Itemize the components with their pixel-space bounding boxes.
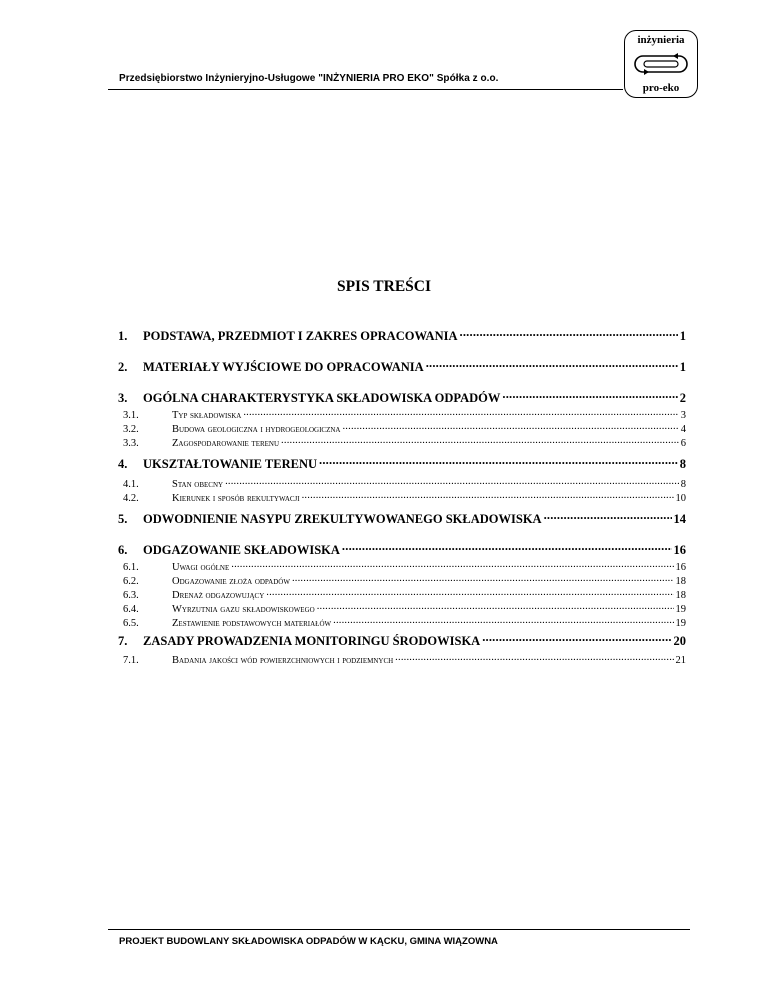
toc-entry-title: Drenaż odgazowujący: [172, 589, 265, 601]
page-title: SPIS TREŚCI: [336, 278, 432, 295]
toc-entry-title: Wyrzutnia gazu składowiskowego: [172, 603, 315, 615]
logo-bottom-text: pro-eko: [642, 82, 680, 94]
toc-entry-number: 6.1.: [123, 561, 139, 573]
toc-entry-number: 5.: [118, 511, 128, 526]
toc-dot-leader: [426, 358, 678, 371]
toc-page-number: 19: [675, 617, 686, 629]
toc-dot-leader: [302, 490, 674, 501]
toc-subsection-entry[interactable]: [118, 652, 686, 666]
toc-subsection-entry[interactable]: [118, 421, 686, 435]
toc-subsection-entry[interactable]: [118, 407, 686, 421]
header-divider: [108, 89, 623, 90]
toc-dot-leader: [333, 615, 673, 626]
toc-subsection-entry[interactable]: [118, 587, 686, 601]
toc-dot-leader: [225, 476, 679, 487]
toc-entry-title: Odgazowanie złoża odpadów: [172, 575, 290, 587]
toc-entry-title: Zestawienie podstawowych materiałów: [172, 617, 332, 629]
toc-entry-number: 4.1.: [123, 478, 139, 490]
toc-entry-title: MATERIAŁY WYJŚCIOWE DO OPRACOWANIA: [143, 359, 424, 374]
toc-page-number: 8: [680, 478, 686, 490]
toc-page-number: 8: [679, 456, 686, 471]
toc-page-number: 21: [675, 654, 686, 666]
toc-entry-title: Kierunek i sposób rekultywacji: [172, 492, 300, 504]
toc-page-number: 19: [675, 603, 686, 615]
toc-section-entry[interactable]: [118, 632, 686, 649]
toc-page-number: 20: [673, 633, 686, 648]
toc-dot-leader: [319, 455, 678, 468]
toc-entry-title: Typ składowiska: [172, 409, 242, 421]
toc-entry-number: 6.3.: [123, 589, 139, 601]
toc-page-number: 16: [675, 561, 686, 573]
toc-page-number: 3: [680, 409, 686, 421]
toc-entry-title: Stan obecny: [172, 478, 224, 490]
toc-entry-number: 7.: [118, 633, 128, 648]
toc-subsection-entry[interactable]: [118, 476, 686, 490]
toc-dot-leader: [395, 652, 673, 663]
toc-section-entry[interactable]: [118, 327, 686, 344]
logo-top-text: inżynieria: [637, 34, 685, 46]
toc-page-number: 2: [679, 390, 686, 405]
toc-page-number: 14: [673, 511, 686, 526]
toc-page-number: 18: [675, 589, 686, 601]
company-logo: [624, 30, 698, 98]
toc-entry-number: 4.: [118, 456, 128, 471]
toc-section-entry[interactable]: [118, 541, 686, 558]
toc-subsection-entry[interactable]: [118, 615, 686, 629]
toc-subsection-entry[interactable]: [118, 601, 686, 615]
toc-entry-title: Badania jakości wód powierzchniowych i podziemnych: [172, 654, 394, 666]
toc-entry-number: 6.2.: [123, 575, 139, 587]
toc-entry-title: Zagospodarowanie terenu: [172, 437, 280, 449]
toc-dot-leader: [231, 559, 673, 570]
toc-entry-title: Budowa geologiczna i hydrogeologiczna: [172, 423, 341, 435]
toc-subsection-entry[interactable]: [118, 490, 686, 504]
toc-entry-title: PODSTAWA, PRZEDMIOT I ZAKRES OPRACOWANIA: [143, 328, 458, 343]
footer-project-title: PROJEKT BUDOWLANY SKŁADOWISKA ODPADÓW W KĄCKU, GMINA WIĄZOWNA: [119, 936, 498, 947]
toc-entry-title: UKSZTAŁTOWANIE TERENU: [143, 456, 318, 471]
toc-dot-leader: [292, 573, 674, 584]
toc-page-number: 1: [679, 359, 686, 374]
toc-entry-number: 3.2.: [123, 423, 139, 435]
toc-page-number: 18: [675, 575, 686, 587]
toc-entry-number: 3.: [118, 390, 128, 405]
company-name: Przedsiębiorstwo Inżynieryjno-Usługowe "INŻYNIERIA PRO EKO" Spółka z o.o.: [119, 73, 499, 84]
toc-subsection-entry[interactable]: [118, 573, 686, 587]
toc-entry-number: 7.1.: [123, 654, 139, 666]
toc-dot-leader: [342, 421, 678, 432]
toc-entry-title: Uwagi ogólne: [172, 561, 230, 573]
toc-entry-title: ZASADY PROWADZENIA MONITORINGU ŚRODOWISKA: [143, 633, 481, 648]
toc-page-number: 4: [680, 423, 686, 435]
toc-dot-leader: [460, 327, 678, 340]
toc-dot-leader: [266, 587, 673, 598]
toc-page-number: 16: [673, 542, 686, 557]
toc-dot-leader: [502, 389, 677, 402]
toc-dot-leader: [482, 632, 671, 645]
toc-entry-number: 4.2.: [123, 492, 139, 504]
toc-entry-number: 6.: [118, 542, 128, 557]
toc-page-number: 6: [680, 437, 686, 449]
toc-entry-number: 6.5.: [123, 617, 139, 629]
toc-dot-leader: [243, 407, 678, 418]
toc-dot-leader: [317, 601, 674, 612]
toc-entry-number: 6.4.: [123, 603, 139, 615]
toc-entry-title: ODWODNIENIE NASYPU ZREKULTYWOWANEGO SKŁADOWISKA: [143, 511, 542, 526]
toc-entry-title: ODGAZOWANIE SKŁADOWISKA: [143, 542, 340, 557]
logo-arrows-icon: [633, 51, 689, 77]
toc-dot-leader: [342, 541, 672, 554]
toc-entry-number: 2.: [118, 359, 128, 374]
toc-page-number: 1: [679, 328, 686, 343]
toc-dot-leader: [544, 510, 672, 523]
toc-section-entry[interactable]: [118, 455, 686, 472]
footer-divider: [108, 929, 690, 930]
toc-entry-title: OGÓLNA CHARAKTERYSTYKA SKŁADOWISKA ODPADÓW: [143, 390, 501, 405]
toc-section-entry[interactable]: [118, 510, 686, 527]
toc-section-entry[interactable]: [118, 389, 686, 406]
toc-subsection-entry[interactable]: [118, 559, 686, 573]
toc-page-number: 10: [675, 492, 686, 504]
toc-entry-number: 1.: [118, 328, 128, 343]
toc-entry-number: 3.3.: [123, 437, 139, 449]
toc-subsection-entry[interactable]: [118, 435, 686, 449]
toc-section-entry[interactable]: [118, 358, 686, 375]
toc-dot-leader: [281, 435, 679, 446]
toc-entry-number: 3.1.: [123, 409, 139, 421]
